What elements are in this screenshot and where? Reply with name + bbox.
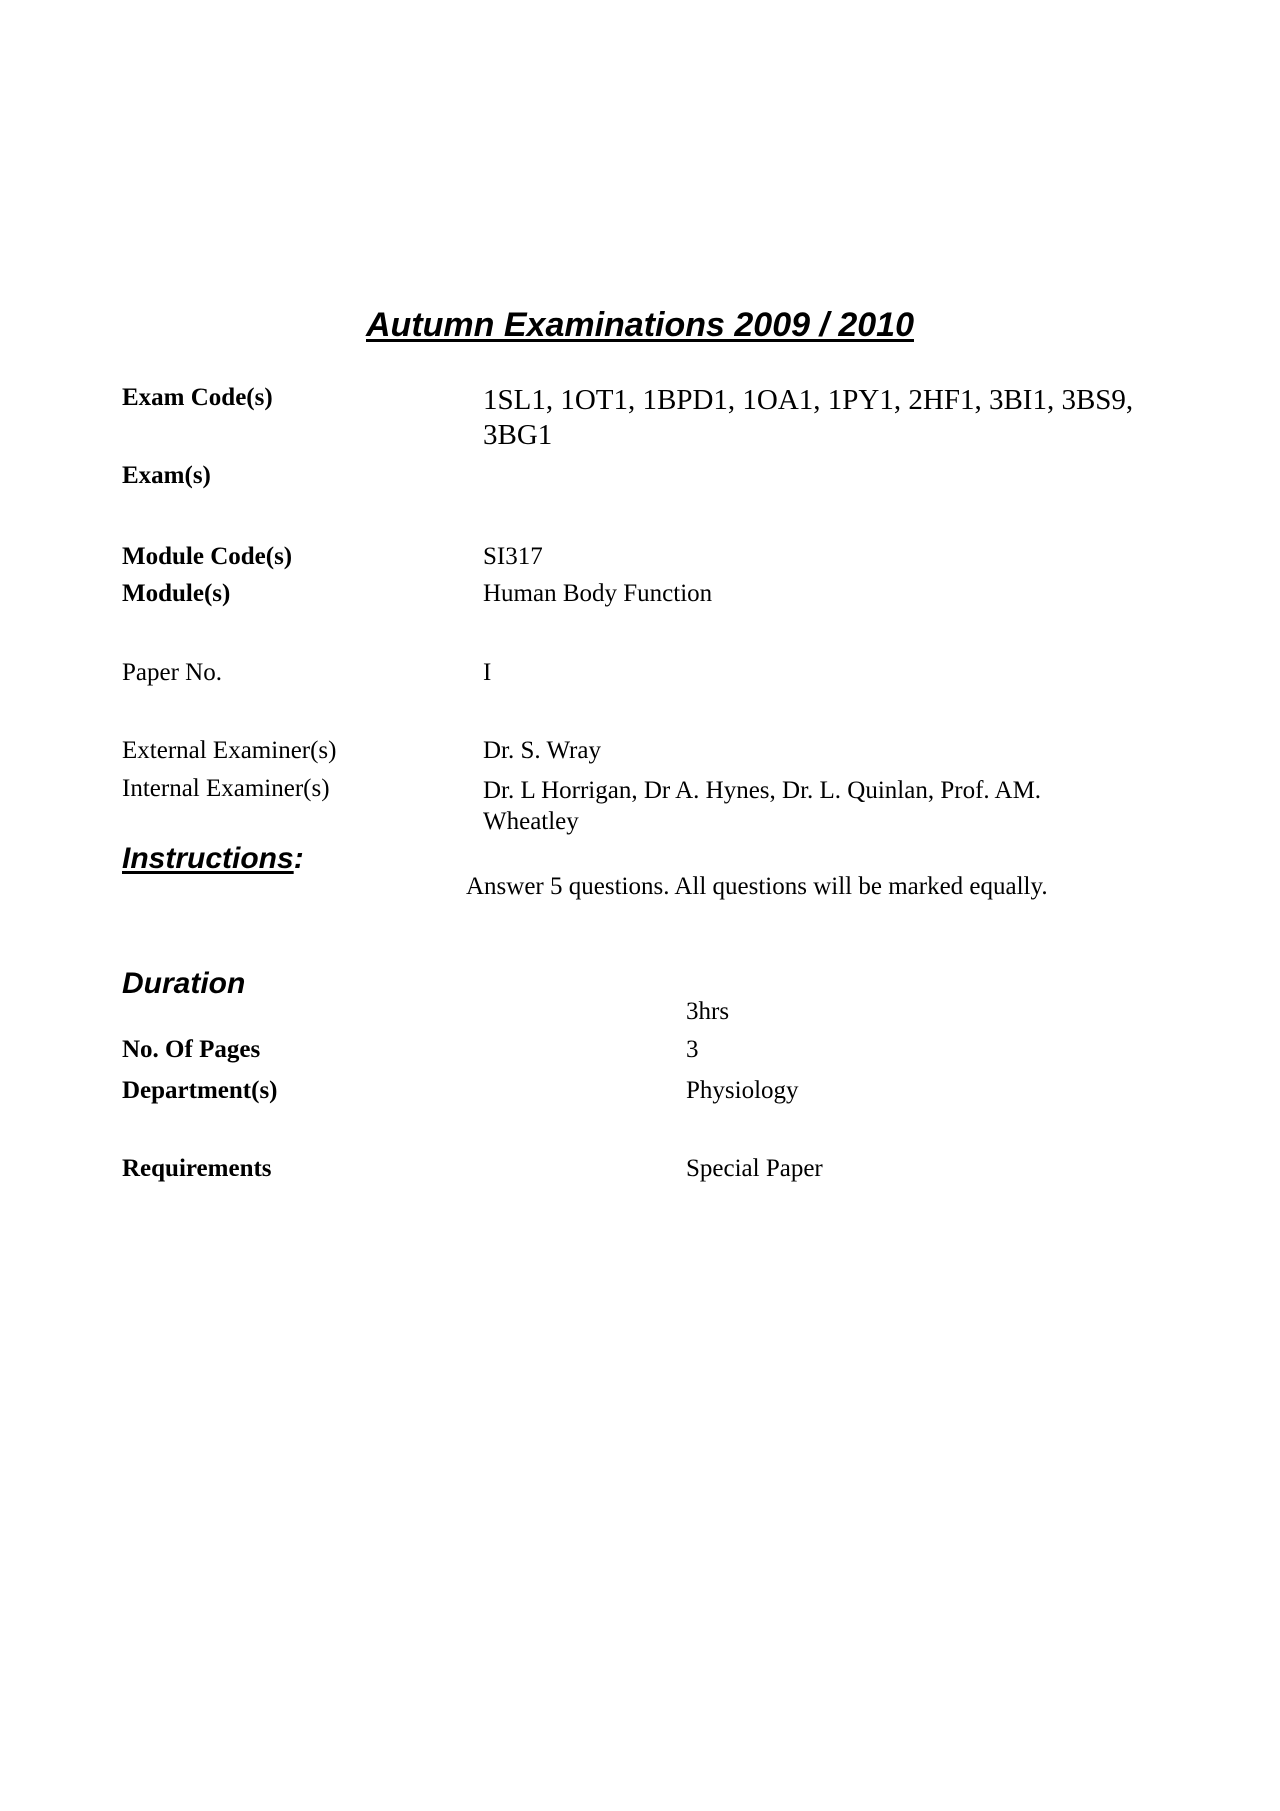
duration-value: 3hrs xyxy=(686,998,730,1025)
requirements-value: Special Paper xyxy=(686,1155,823,1182)
exam-codes-value: 1SL1, 1OT1, 1BPD1, 1OA1, 1PY1, 2HF1, 3BI1, 3BS9, 3BG1 xyxy=(483,384,1134,451)
instructions-colon: : xyxy=(293,842,304,875)
internal-examiners-label: Internal Examiner(s) xyxy=(122,775,330,802)
pages-value: 3 xyxy=(686,1036,699,1063)
modules-label: Module(s) xyxy=(122,580,231,607)
instructions-label: Instructions xyxy=(122,842,294,875)
external-examiners-label: External Examiner(s) xyxy=(122,737,337,764)
instructions-heading xyxy=(122,842,304,876)
exam-codes-label: Exam Code(s) xyxy=(122,384,273,411)
modules-value: Human Body Function xyxy=(483,580,713,607)
internal-examiners-value: Dr. L Horrigan, Dr A. Hynes, Dr. L. Quinlan, Prof. AM. Wheatley xyxy=(483,777,1042,835)
paper-no-label: Paper No. xyxy=(122,659,222,686)
module-codes-value: SI317 xyxy=(483,543,543,570)
exams-label: Exam(s) xyxy=(122,462,211,489)
page-title: Autumn Examinations 2009 / 2010 xyxy=(366,306,914,344)
departments-value: Physiology xyxy=(686,1077,799,1104)
instructions-value: Answer 5 questions. All questions will be marked equally. xyxy=(466,873,1048,900)
paper-no-value: I xyxy=(483,659,492,686)
requirements-label: Requirements xyxy=(122,1155,272,1182)
duration-label: Duration xyxy=(122,967,246,1000)
module-codes-label: Module Code(s) xyxy=(122,543,293,570)
pages-label: No. Of Pages xyxy=(122,1036,261,1063)
external-examiners-value: Dr. S. Wray xyxy=(483,737,601,764)
departments-label: Department(s) xyxy=(122,1077,278,1104)
